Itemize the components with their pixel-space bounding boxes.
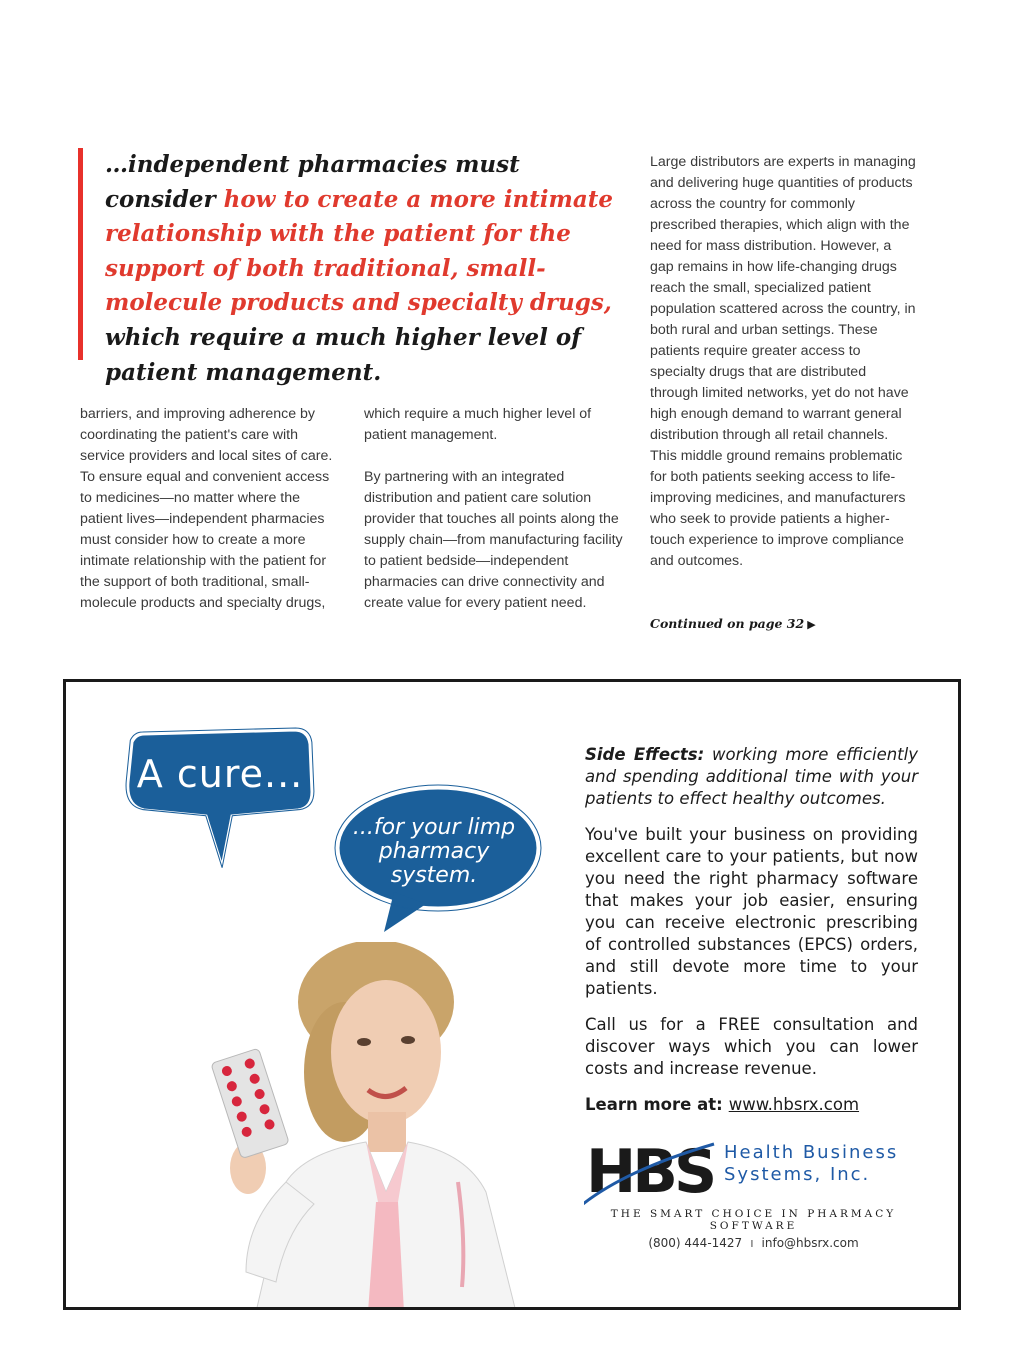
bubble-2-line-2: pharmacy [378,839,490,864]
hbs-logo [584,1130,724,1210]
article-column-1 [80,404,342,614]
company-name [724,1142,898,1186]
learn-more-label: Learn more at: [585,1095,723,1114]
pill-pack [211,1048,289,1159]
company-name-line-2: Systems, Inc. [724,1164,871,1185]
hbs-logo-letters: HBS [586,1137,714,1207]
contact-info [586,1236,921,1250]
continued-link[interactable] [650,616,816,631]
side-effects-text: working more efficiently and spending additional time with your patients to effect healthy outcomes. [585,745,919,808]
bubble-2-text [334,816,534,888]
ad-paragraph-1: You've built your business on providing excellent care to your patients, but now you need the right pharmacy software that makes your job easier, ensuring you can receive electronic prescribing of controlled substances (EPCS) orders, and still devote more time to your patients. [585,825,918,998]
column-3-paragraph: Large distributors are experts in managing and delivering huge quantities of products across the country for commonly prescribed therapies, which align with the need for mass distribution. However, a gap remains in how life-changing drugs reach the small, specialized patient population scattered across the country, in both rural and urban settings. These patients require greater access to specialty drugs that are distributed through limited networks, yet do not have high enough demand to warrant general distribution through all retail channels. This middle ground remains problematic for both patients seeking access to life-improving medicines, and manufacturers who seek to provide patients a higher-touch experience to improve compliance and outcomes. [650,154,916,569]
pull-quote [78,148,626,386]
ad-paragraph-2: Call us for a FREE consultation and discover ways which you can lower costs and increase revenue. [585,1015,918,1078]
pull-quote-lead: …independent pharmacies must consider [105,151,520,213]
side-effects-label: Side Effects: [585,745,705,764]
contact-separator: ı [750,1236,754,1250]
company-tagline: THE SMART CHOICE IN PHARMACY SOFTWARE [610,1208,897,1232]
column-2-paragraph-2: By partnering with an integrated distribution and patient care solution provider that touches all points along the supply chain—from manufacturing facility to patient bedside—independent pharmacies can drive connectivity and create value for every patient need. [364,469,623,611]
column-2-paragraph-1: which require a much higher level of patient management. [364,406,592,443]
article-column-2 [364,404,626,614]
company-name-line-1: Health Business [724,1142,899,1163]
bubble-2-line-3: system. [390,863,478,888]
side-effects-statement [585,744,918,810]
continued-text: Continued on page 32 [650,616,805,631]
article-column-3 [650,152,918,572]
ad-copy [585,744,918,1130]
phone-number[interactable]: (800) 444-1427 [648,1236,743,1250]
bubble-2-line-1: ...for your limp [352,815,516,840]
column-1-paragraph: barriers, and improving adherence by coordinating the patient's care with service providers and local sites of care. To ensure equal and convenient access to medicines—no matter where the patient lives—independent pharmacies must consider how to create a more intimate relationship with the patient for the support of both traditional, small-molecule products and specialty drugs, [80,406,333,611]
learn-more [585,1094,918,1116]
hbs-advertisement [63,679,961,1310]
website-link[interactable]: www.hbsrx.com [728,1095,860,1114]
pull-quote-highlight: how to create a more intimate relationship with the patient for the support of both traditional, small-molecule products and specialty drugs, [105,185,614,317]
pharmacist-photo [136,942,556,1310]
bubble-1-text: A cure... [136,752,304,796]
pull-quote-tail: which require a much higher level of patient management. [105,323,582,386]
email-address[interactable]: info@hbsrx.com [761,1236,859,1250]
speech-bubble-1-shape [128,730,312,867]
play-arrow-icon: ▶ [807,618,816,631]
speech-bubbles [66,682,566,942]
